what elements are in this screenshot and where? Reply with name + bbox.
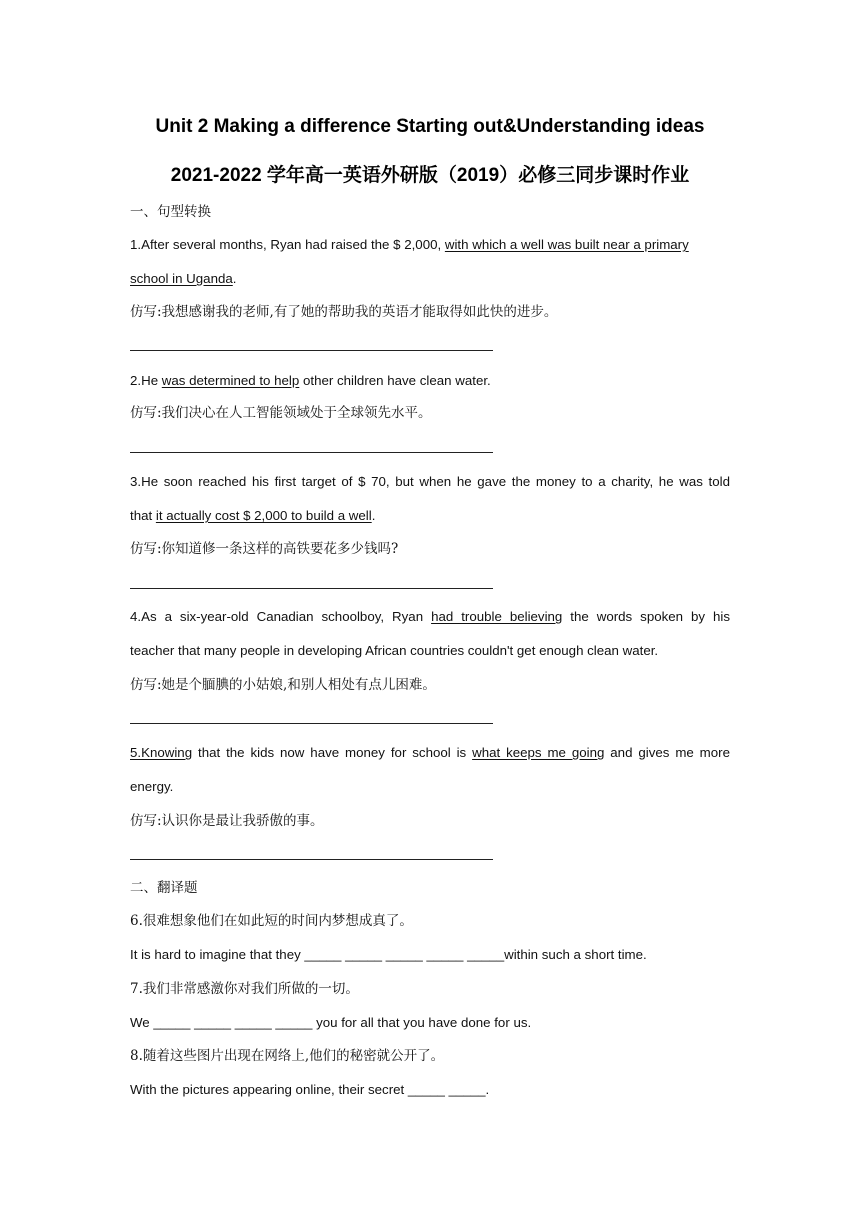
q4-underlined-phrase: had trouble believing bbox=[431, 609, 563, 624]
q1-underlined-phrase-cont: school in Uganda bbox=[130, 271, 233, 286]
q1-underlined-phrase: with which a well was built near a primary bbox=[444, 237, 689, 252]
question-8-chinese: 8.随着这些图片出现在网络上,他们的秘密就公开了。 bbox=[130, 1048, 445, 1064]
q4-imitation-prompt: 仿写:她是个腼腆的小姑娘,和别人相处有点儿困难。 bbox=[130, 677, 436, 693]
question-7-chinese: 7.我们非常感激你对我们所做的一切。 bbox=[130, 981, 359, 997]
section-heading-sentence-transformation: 一、句型转换 bbox=[130, 204, 211, 220]
question-4-line-2: teacher that many people in developing African countries couldn't get enough clean water. bbox=[130, 643, 659, 658]
question-7-english[interactable]: We _____ _____ _____ _____ you for all that you have done for us. bbox=[130, 1015, 532, 1030]
question-5-line-2: energy. bbox=[130, 779, 174, 794]
question-6-english[interactable]: It is hard to imagine that they _____ _____ _____ _____ _____within such a short time. bbox=[130, 947, 647, 962]
question-1-line-2: school in Uganda. bbox=[130, 271, 237, 286]
q2-answer-line[interactable] bbox=[130, 452, 493, 453]
question-5-line-1: 5.Knowing that the kids now have money for school is what keeps me going and gives me more bbox=[130, 745, 730, 760]
question-1-line-1 bbox=[130, 236, 730, 254]
q5-answer-line[interactable] bbox=[130, 859, 493, 860]
question-3-line-1: 3.He soon reached his first target of $ 70, but when he gave the money to a charity, he was told bbox=[130, 474, 730, 489]
question-2: 2.He was determined to help other children have clean water. bbox=[130, 373, 491, 388]
title-line-1: Unit 2 Making a difference Starting out&Understanding ideas bbox=[155, 116, 705, 137]
q3-answer-line[interactable] bbox=[130, 588, 493, 589]
q2-imitation-prompt: 仿写:我们决心在人工智能领域处于全球领先水平。 bbox=[130, 405, 432, 421]
q1-answer-line[interactable] bbox=[130, 350, 493, 351]
q5-underlined-word: 5.Knowing bbox=[130, 745, 193, 760]
title-line-2: 2021-2022 学年高一英语外研版（2019）必修三同步课时作业 bbox=[170, 165, 690, 186]
q2-underlined-phrase: was determined to help bbox=[161, 373, 300, 388]
q4-answer-line[interactable] bbox=[130, 723, 493, 724]
section-heading-translation: 二、翻译题 bbox=[130, 880, 198, 896]
question-4-line-1: 4.As a six-year-old Canadian schoolboy, Ryan had trouble believing the words spoken by his bbox=[130, 609, 731, 624]
question-6-chinese: 6.很难想象他们在如此短的时间内梦想成真了。 bbox=[130, 913, 413, 929]
q1-text: 1.After several months, Ryan had raised the $ 2,000, bbox=[130, 237, 445, 252]
q5-imitation-prompt: 仿写:认识你是最让我骄傲的事。 bbox=[130, 813, 324, 829]
q3-underlined-phrase: it actually cost $ 2,000 to build a well bbox=[155, 508, 372, 523]
question-3-line-2: that it actually cost $ 2,000 to build a well. bbox=[130, 508, 376, 523]
q3-imitation-prompt: 仿写:你知道修一条这样的高铁要花多少钱吗? bbox=[130, 541, 399, 557]
q5-underlined-phrase: what keeps me going bbox=[472, 745, 605, 760]
question-8-english[interactable]: With the pictures appearing online, their secret _____ _____. bbox=[130, 1082, 490, 1097]
q1-imitation-prompt: 仿写:我想感谢我的老师,有了她的帮助我的英语才能取得如此快的进步。 bbox=[130, 304, 558, 320]
